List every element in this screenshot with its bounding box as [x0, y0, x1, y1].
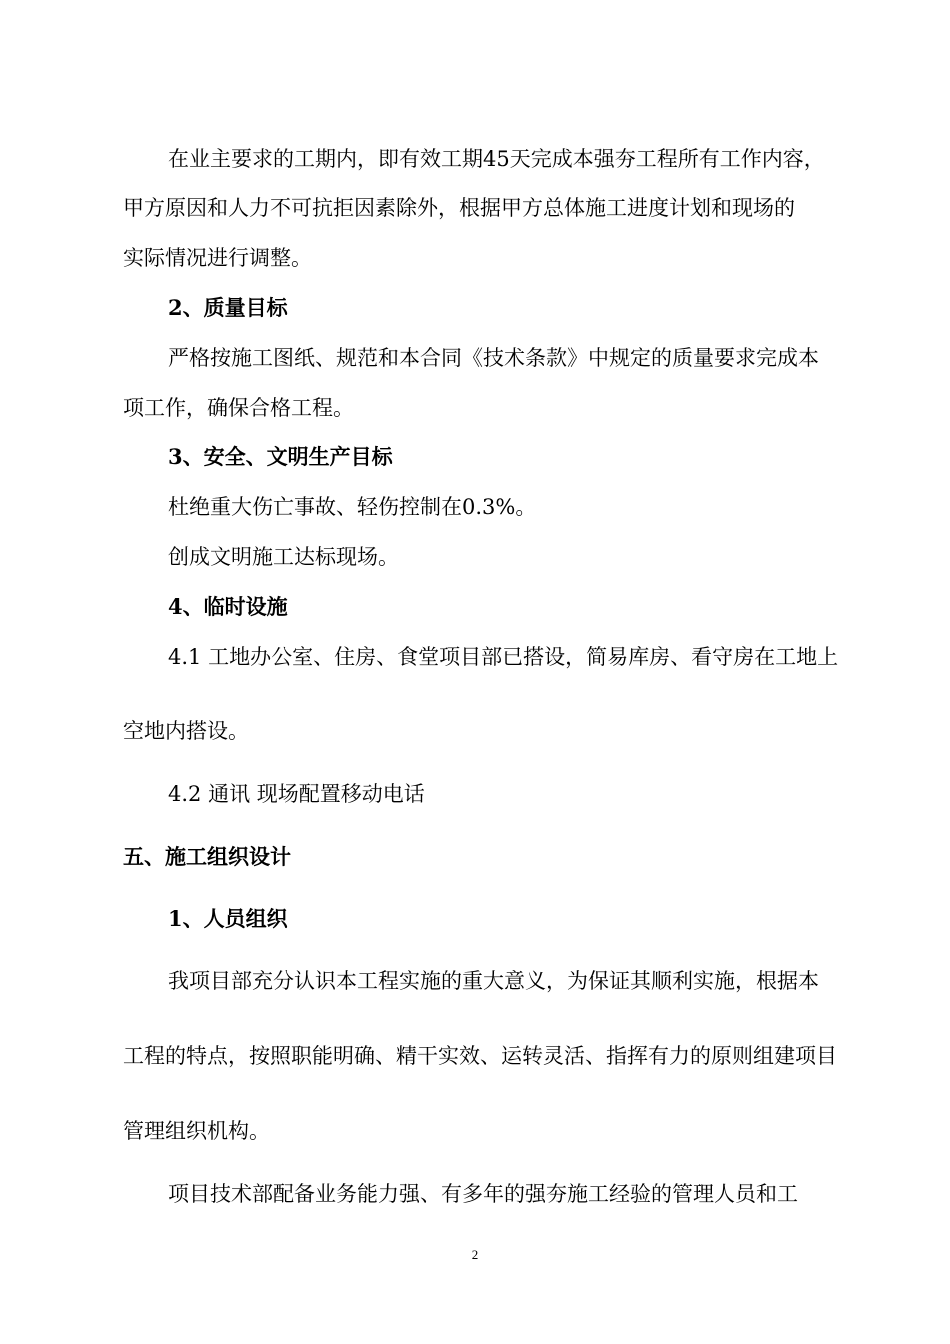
paragraph-line: 在业主要求的工期内，即有效工期45天完成本强夯工程所有工作内容，: [168, 147, 825, 171]
paragraph-line: 实际情况进行调整。: [123, 246, 312, 270]
page-number: 2: [471, 1247, 479, 1262]
section-heading: 2、质量目标: [168, 295, 288, 320]
paragraph-line: 创成文明施工达标现场。: [168, 545, 399, 569]
paragraph-line: 我项目部充分认识本工程实施的重大意义，为保证其顺利实施，根据本: [168, 969, 819, 993]
section-heading: 4、临时设施: [168, 594, 288, 619]
paragraph-line: 空地内搭设。: [123, 719, 249, 743]
paragraph-line: 管理组织机构。: [123, 1119, 270, 1143]
section-heading: 1、人员组织: [168, 906, 288, 931]
paragraph-line: 4.2 通讯 现场配置移动电话: [168, 782, 425, 806]
paragraph-line: 项工作，确保合格工程。: [123, 396, 354, 420]
paragraph-line: 项目技术部配备业务能力强、有多年的强夯施工经验的管理人员和工: [168, 1182, 798, 1206]
paragraph-line: 甲方原因和人力不可抗拒因素除外，根据甲方总体施工进度计划和现场的: [123, 196, 795, 220]
paragraph-line: 严格按施工图纸、规范和本合同《技术条款》中规定的质量要求完成本: [168, 346, 819, 370]
paragraph-line: 杜绝重大伤亡事故、轻伤控制在0.3%。: [168, 495, 537, 519]
chapter-heading: 五、施工组织设计: [123, 844, 291, 869]
paragraph-line: 4.1 工地办公室、住房、食堂项目部已搭设，简易库房、看守房在工地上: [168, 645, 839, 669]
paragraph-line: 工程的特点，按照职能明确、精干实效、运转灵活、指挥有力的原则组建项目: [123, 1044, 837, 1068]
section-heading: 3、安全、文明生产目标: [168, 444, 393, 469]
